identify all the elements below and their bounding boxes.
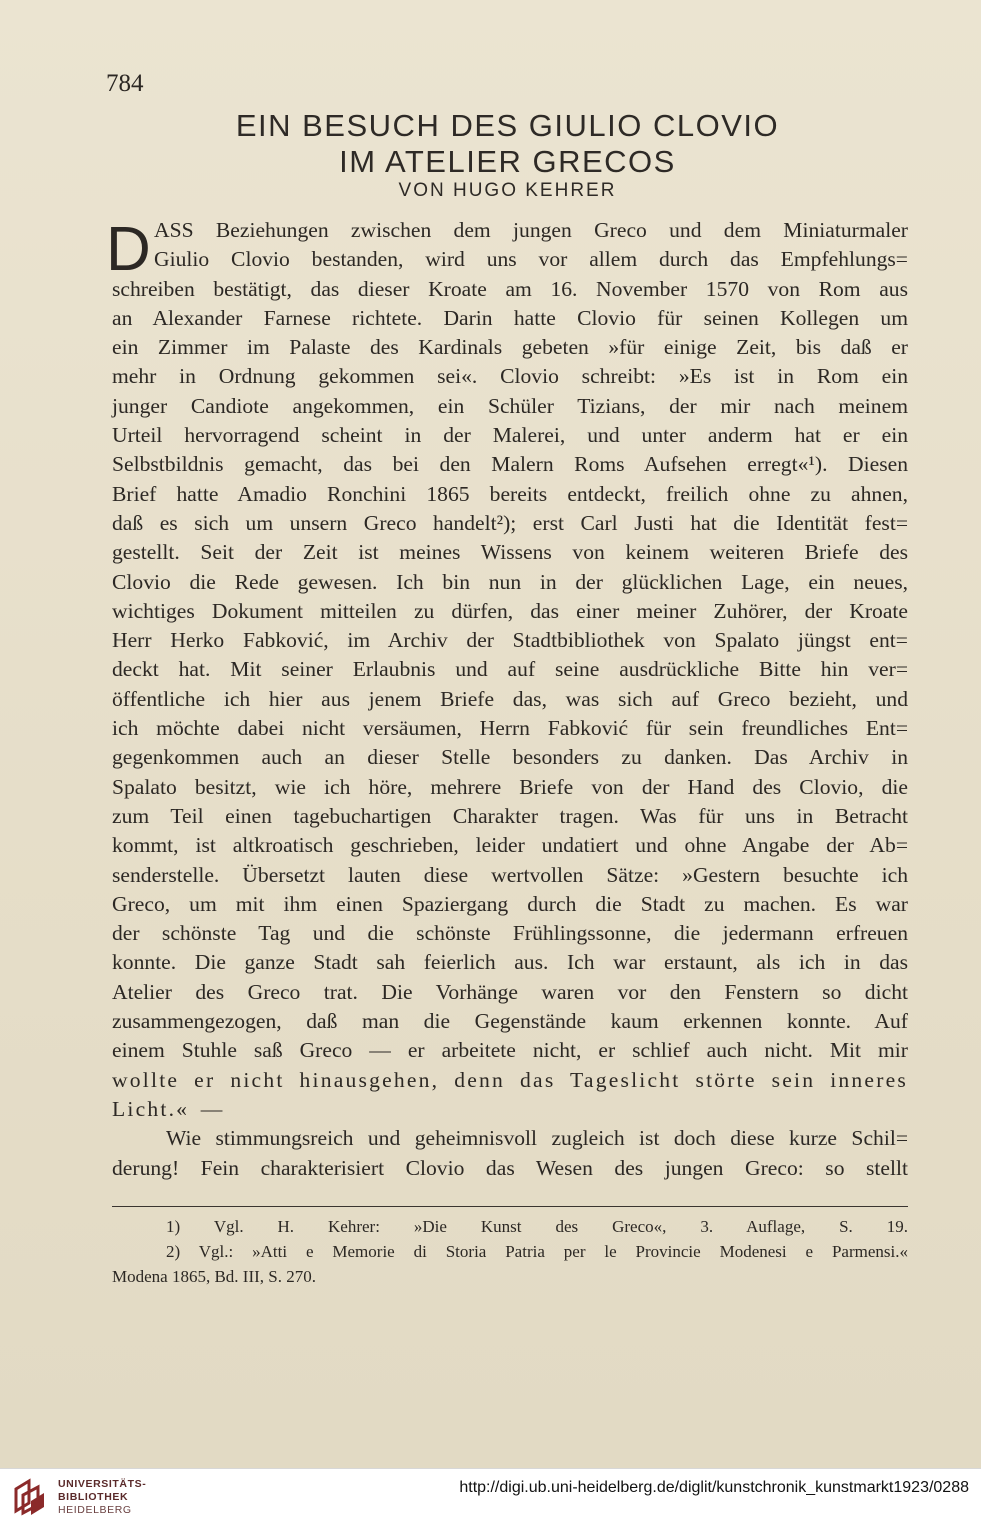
body-line: gegenkommen auch an dieser Stelle besonders zu danken. Das Archiv in xyxy=(112,745,908,770)
body-line: mehr in Ordnung gekommen sei«. Clovio schreibt: »Es ist in Rom ein xyxy=(112,364,908,389)
body-line: Herr Herko Fabković, im Archiv der Stadtbibliothek von Spalato jüngst ent= xyxy=(112,628,908,653)
body-line: einem Stuhle saß Greco — er arbeitete nicht, er schlief auch nicht. Mit mir xyxy=(112,1038,908,1063)
body-line: Wie stimmungsreich und geheimnisvoll zugleich ist doch diese kurze Schil= xyxy=(166,1126,908,1151)
body-line: wichtiges Dokument mitteilen zu dürfen, das einer meiner Zuhörer, der Kroate xyxy=(112,598,908,623)
drop-cap: D xyxy=(106,215,151,284)
library-name-line-3: HEIDELBERG xyxy=(58,1504,132,1516)
library-name-line-2: BIBLIOTHEK xyxy=(58,1491,129,1503)
body-line: Greco, um mit ihm einen Spaziergang durch die Stadt zu machen. Es war xyxy=(112,891,908,916)
body-line: Selbstbildnis gemacht, das bei den Malern Roms Aufsehen erregt«¹). Diesen xyxy=(112,452,908,477)
body-line: zusammengezogen, daß man die Gegenstände kaum erkennen konnte. Auf xyxy=(112,1009,908,1034)
footnotes xyxy=(112,1214,908,1289)
footnote-2-continuation: Modena 1865, Bd. III, S. 270. xyxy=(112,1267,316,1286)
body-line: ich möchte dabei nicht versäumen, Herrn Fabković für sein freundliches Ent= xyxy=(112,716,908,741)
body-line: zum Teil einen tagebuchartigen Charakter tragen. Was für uns in Betracht xyxy=(112,803,908,828)
author-byline: VON HUGO KEHRER xyxy=(398,180,617,201)
body-line: an Alexander Farnese richtete. Darin hatte Clovio für seinen Kollegen um xyxy=(112,305,908,330)
body-line: kommt, ist altkroatisch geschrieben, leider undatiert und ohne Angabe der Ab= xyxy=(112,833,908,858)
body-line: gestellt. Seit der Zeit ist meines Wissens von keinem weiteren Briefe des xyxy=(112,540,908,565)
footnote-2: 2) Vgl.: »Atti e Memorie di Storia Patria per le Provincie Modenesi e Parmensi.« xyxy=(166,1242,908,1261)
page-number: 784 xyxy=(106,70,144,97)
body-line: öffentliche ich hier aus jenem Briefe das, was sich auf Greco bezieht, und xyxy=(112,686,908,711)
body-line: senderstelle. Übersetzt lauten diese wertvollen Sätze: »Gestern besuchte ich xyxy=(112,862,908,887)
body-line: ein Zimmer im Palaste des Kardinals gebeten »für einige Zeit, bis daß er xyxy=(112,335,908,360)
body-line: deckt hat. Mit seiner Erlaubnis und auf seine ausdrückliche Bitte hin ver= xyxy=(112,657,908,682)
body-line: ASS Beziehungen zwischen dem jungen Greco und dem Miniaturmaler xyxy=(154,218,908,242)
body-line: Atelier des Greco trat. Die Vorhänge waren vor den Fenstern so dicht xyxy=(112,979,908,1004)
body-line: Giulio Clovio bestanden, wird uns vor allem durch das Empfehlungs= xyxy=(154,247,908,272)
footnote-1: 1) Vgl. H. Kehrer: »Die Kunst des Greco«, 3. Auflage, S. 19. xyxy=(166,1217,908,1236)
body-line: schreiben bestätigt, das dieser Kroate am 16. November 1570 von Rom aus xyxy=(112,276,908,301)
body-line: Licht.« — xyxy=(112,1096,225,1121)
footnote-divider xyxy=(112,1206,908,1207)
body-line: junger Candiote angekommen, ein Schüler Tizians, der mir nach meinem xyxy=(112,393,908,418)
article-body xyxy=(106,215,908,1183)
document-url-link[interactable]: http://digi.ub.uni-heidelberg.de/diglit/kunstchronik_kunstmarkt1923/0288 xyxy=(459,1479,969,1496)
viewer-footer-bar xyxy=(0,1468,981,1540)
body-line: der schönste Tag und die schönste Frühlingssonne, die jedermann erfreuen xyxy=(112,921,908,946)
body-line: daß es sich um unsern Greco handelt²); erst Carl Justi hat die Identität fest= xyxy=(112,510,908,535)
body-line: derung! Fein charakterisiert Clovio das Wesen des jungen Greco: so stellt xyxy=(112,1155,908,1180)
body-line: konnte. Die ganze Stadt sah feierlich aus. Ich war erstaunt, als ich in das xyxy=(112,950,908,975)
library-name-line-1: UNIVERSITÄTS- xyxy=(58,1478,147,1490)
article-title-line-1: EIN BESUCH DES GIULIO CLOVIO xyxy=(235,108,780,143)
article-title-line-2: IM ATELIER GRECOS xyxy=(339,144,676,179)
body-line: Brief hatte Amadio Ronchini 1865 bereits entdeckt, freilich ohne zu ahnen, xyxy=(112,481,908,506)
university-library-logo-icon xyxy=(10,1477,48,1517)
body-line: Clovio die Rede gewesen. Ich bin nun in der glücklichen Lage, ein neues, xyxy=(112,569,908,594)
body-line: wollte er nicht hinausgehen, denn das Tageslicht störte sein inneres xyxy=(112,1067,908,1092)
library-name xyxy=(58,1478,146,1517)
body-line: Urteil hervorragend scheint in der Malerei, und unter anderm hat er ein xyxy=(112,423,908,448)
body-line: Spalato besitzt, wie ich höre, mehrere Briefe von der Hand des Clovio, die xyxy=(112,774,908,799)
